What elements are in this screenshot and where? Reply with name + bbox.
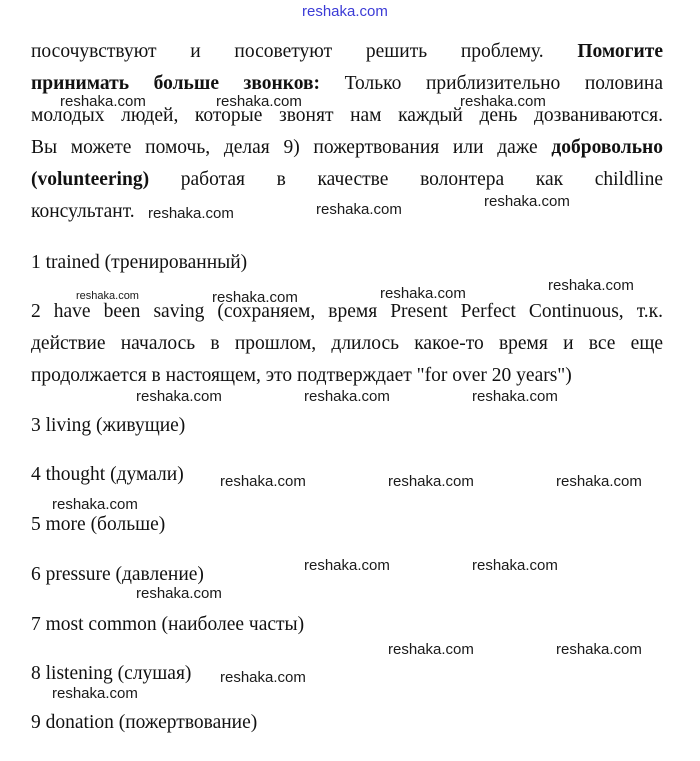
paragraph-line-3: молодых людей, которые звонят нам каждый день дозваниваются. xyxy=(31,105,663,126)
watermark: reshaka.com xyxy=(220,669,306,686)
answer-5: 5 more (больше) xyxy=(31,514,166,535)
watermark: reshaka.com xyxy=(380,285,466,302)
answer-8: 8 listening (слушая) xyxy=(31,663,192,684)
watermark: reshaka.com xyxy=(52,496,138,513)
paragraph-line-5: (volunteering) работая в качестве волонтера как childline xyxy=(31,169,663,190)
watermark: reshaka.com xyxy=(460,93,546,110)
answer-6: 6 pressure (давление) xyxy=(31,564,204,585)
answer-1: 1 trained (тренированный) xyxy=(31,252,248,273)
watermark: reshaka.com xyxy=(304,557,390,574)
watermark: reshaka.com xyxy=(316,201,402,218)
watermark: reshaka.com xyxy=(60,93,146,110)
site-header-link[interactable]: reshaka.com xyxy=(302,3,388,20)
watermark: reshaka.com xyxy=(148,205,234,222)
watermark: reshaka.com xyxy=(472,388,558,405)
watermark: reshaka.com xyxy=(304,388,390,405)
answer-2 xyxy=(31,296,663,392)
watermark: reshaka.com xyxy=(548,277,634,294)
answer-2-line-2: действие началось в прошлом, длилось какое-то время и все еще xyxy=(31,333,663,354)
watermark: reshaka.com xyxy=(556,641,642,658)
watermark: reshaka.com xyxy=(136,388,222,405)
watermark: reshaka.com xyxy=(76,290,139,302)
watermark: reshaka.com xyxy=(216,93,302,110)
answer-9: 9 donation (пожертвование) xyxy=(31,712,258,733)
answer-2-line-3: продолжается в настоящем, это подтверждает "for over 20 years") xyxy=(31,365,572,386)
watermark: reshaka.com xyxy=(212,289,298,306)
watermark: reshaka.com xyxy=(556,473,642,490)
paragraph-line-6: консультант. xyxy=(31,201,135,222)
paragraph-line-2: принимать больше звонков: Только приблизительно половина xyxy=(31,73,663,94)
paragraph-line-1: посочувствуют и посоветуют решить проблему. Помогите xyxy=(31,41,663,62)
watermark: reshaka.com xyxy=(136,585,222,602)
watermark: reshaka.com xyxy=(388,473,474,490)
watermark: reshaka.com xyxy=(52,685,138,702)
answer-2-line-1: 2 have been saving (сохраняем, время Present Perfect Continuous, т.к. xyxy=(31,301,663,322)
watermark: reshaka.com xyxy=(472,557,558,574)
watermark: reshaka.com xyxy=(484,193,570,210)
watermark: reshaka.com xyxy=(388,641,474,658)
answer-3: 3 living (живущие) xyxy=(31,415,186,436)
answer-4: 4 thought (думали) xyxy=(31,464,184,485)
watermark: reshaka.com xyxy=(220,473,306,490)
paragraph-line-4: Вы можете помочь, делая 9) пожертвования или даже добровольно xyxy=(31,137,663,158)
answer-7: 7 most common (наиболее часты) xyxy=(31,614,305,635)
